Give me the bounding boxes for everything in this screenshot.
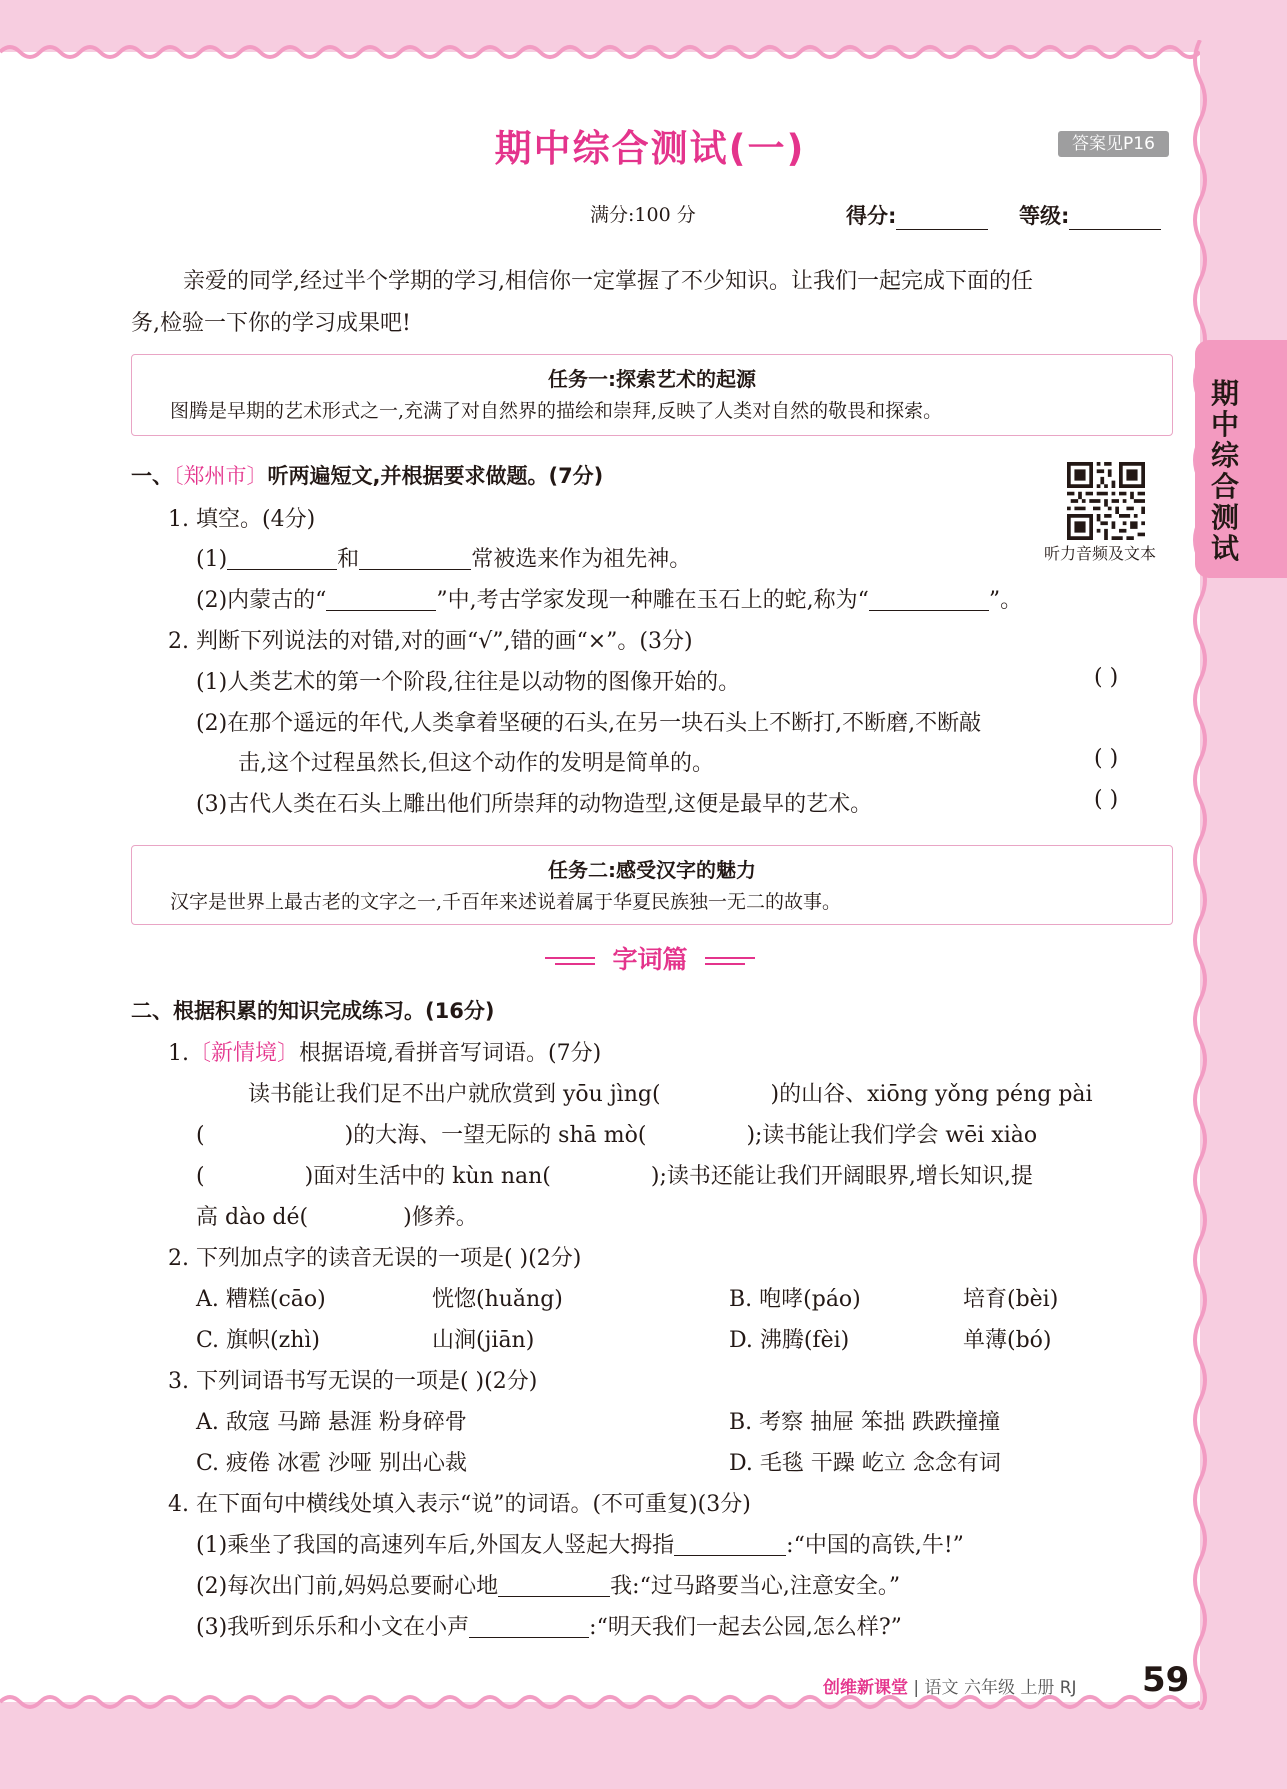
s2-q1-line1 (248, 1077, 1093, 1108)
task-box-2 (131, 845, 1173, 925)
s1-q1-2-mid: ”中,考古学家发现一种雕在玉石上的蛇,称为“ (436, 588, 869, 613)
q3-option-b: B. 考察 抽屉 笨拙 跌跌撞撞 (729, 1410, 1001, 1435)
vocab-section-divider (0, 940, 1287, 976)
wavy-border-right (1190, 40, 1210, 1710)
task1-text: 图腾是早期的艺术形式之一,充满了对自然界的描绘和崇拜,反映了人类对自然的敬畏和探索。 (170, 400, 943, 422)
grade-field (1019, 200, 1161, 230)
intro-line-2: 务,检验一下你的学习成果吧! (131, 311, 411, 336)
option-c-1: C. 旗帜(zhì) (196, 1328, 320, 1353)
s1-q1-1-prefix: (1) (196, 547, 228, 572)
footer-book-info: | 语文 六年级 上册 RJ (913, 1678, 1077, 1698)
s2-q1-l2-c: );读书能让我们学会 wēi xiào (746, 1123, 1038, 1148)
s2-q1-l1-a: 读书能让我们足不出户就欣赏到 yōu jìng( (248, 1082, 661, 1107)
option-d-2: 单薄(bó) (963, 1328, 1052, 1353)
s2-q1-number: 1. (168, 1041, 189, 1066)
s2-q3-title: 3. 下列词语书写无误的一项是( )(2分) (168, 1369, 538, 1394)
task1-title: 任务一:探索艺术的起源 (548, 367, 756, 391)
s2-q1-l2-b: )的大海、一望无际的 shā mò( (344, 1123, 647, 1148)
answer-blank[interactable] (359, 545, 471, 570)
score-field (846, 200, 988, 230)
s1-q2-item1: (1)人类艺术的第一个阶段,往往是以动物的图像开始的。 (196, 670, 741, 695)
section1-prefix: 一、 (131, 464, 173, 488)
s2-q4-item3 (196, 1610, 902, 1641)
footer-brand (823, 1673, 1077, 1698)
answer-blank[interactable] (469, 1613, 589, 1638)
answer-reference-badge: 答案见P16 (1058, 131, 1169, 157)
s2-q2-title: 2. 下列加点字的读音无误的一项是( )(2分) (168, 1246, 582, 1271)
s1-q2-title: 2. 判断下列说法的对错,对的画“√”,错的画“×”。(3分) (168, 629, 693, 654)
s2-q4-item2 (196, 1569, 900, 1600)
section2-heading: 二、根据积累的知识完成练习。(16分) (131, 999, 495, 1023)
answer-blank[interactable] (227, 545, 337, 570)
s2-q4-1-suffix: :“中国的高铁,牛!” (786, 1533, 964, 1558)
s1-q1-title: 1. 填空。(4分) (168, 507, 316, 532)
score-label: 得分: (846, 204, 897, 228)
score-blank[interactable] (896, 207, 988, 230)
option-b-1: B. 咆哮(páo) (729, 1287, 861, 1312)
answer-blank[interactable] (869, 586, 989, 611)
task2-title: 任务二:感受汉字的魅力 (548, 858, 756, 882)
s2-q1-title-text: 根据语境,看拼音写词语。(7分) (299, 1041, 602, 1066)
answer-blank[interactable] (326, 586, 436, 611)
section1-heading (131, 460, 603, 490)
q3-option-a: A. 敌寇 马蹄 悬涯 粉身碎骨 (196, 1410, 467, 1435)
divider-ornament-right (705, 954, 755, 968)
s2-q1-l1-b: )的山谷、xiōng yǒng péng pài (770, 1082, 1093, 1107)
option-b-2: 培育(bèi) (963, 1287, 1059, 1312)
page-number: 59 (1142, 1660, 1190, 1700)
s1-q1-1-and: 和 (337, 547, 360, 572)
s2-q4-title: 4. 在下面句中横线处填入表示“说”的词语。(不可重复)(3分) (168, 1492, 751, 1517)
footer-brand-name: 创维新课堂 (823, 1678, 908, 1698)
answer-paren[interactable]: ( ) (1094, 787, 1119, 812)
s1-q2-item2-line2: 击,这个过程虽然长,但这个动作的发明是简单的。 (238, 751, 714, 776)
s2-q4-2-prefix: (2)每次出门前,妈妈总要耐心地 (196, 1574, 499, 1599)
s2-q4-3-suffix: :“明天我们一起去公园,怎么样?” (589, 1615, 902, 1640)
grade-blank[interactable] (1069, 207, 1161, 230)
s2-q1-tag: 〔新情境〕 (189, 1041, 300, 1066)
s2-q4-3-prefix: (3)我听到乐乐和小文在小声 (196, 1615, 470, 1640)
section1-tag: 〔郑州市〕 (173, 464, 268, 488)
s2-q1-l2-a: ( (196, 1123, 205, 1148)
s1-q1-2-suffix: ”。 (988, 588, 1023, 613)
full-score: 满分:100 分 (590, 204, 696, 226)
grade-label: 等级: (1019, 204, 1070, 228)
s1-q1-item1 (196, 542, 691, 573)
side-tab-label: 期中综合测试 (1211, 377, 1240, 565)
answer-blank[interactable] (674, 1531, 786, 1556)
wavy-border-top (0, 42, 1200, 62)
s2-q1-line3 (196, 1159, 1033, 1190)
s2-q4-1-prefix: (1)乘坐了我国的高速列车后,外国友人竖起大拇指 (196, 1533, 675, 1558)
s1-q1-2-prefix: (2)内蒙古的“ (196, 588, 327, 613)
qr-code-icon[interactable] (1067, 462, 1145, 540)
answer-paren[interactable]: ( ) (1094, 665, 1119, 690)
answer-paren[interactable]: ( ) (1094, 746, 1119, 771)
side-tab (1195, 340, 1287, 578)
s2-q4-2-suffix: 我:“过马路要当心,注意安全。” (610, 1574, 901, 1599)
section1-title: 听两遍短文,并根据要求做题。(7分) (267, 464, 604, 488)
q3-option-d: D. 毛毯 干躁 屹立 念念有词 (729, 1451, 1001, 1476)
s2-q1-l3-c: );读书还能让我们开阔眼界,增长知识,提 (650, 1164, 1033, 1189)
option-a-2: 恍惚(huǎng) (432, 1287, 563, 1312)
option-a-1: A. 糟糕(cāo) (196, 1287, 326, 1312)
vocab-section-label: 字词篇 (612, 945, 688, 974)
s2-q1-l3-a: ( (196, 1164, 205, 1189)
intro-line-1: 亲爱的同学,经过半个学期的学习,相信你一定掌握了不少知识。让我们一起完成下面的任 (183, 269, 1033, 294)
s2-q1-l3-b: )面对生活中的 kùn nan( (304, 1164, 551, 1189)
s1-q1-item2 (196, 583, 1022, 614)
option-c-2: 山涧(jiān) (432, 1328, 535, 1353)
s1-q2-item3: (3)古代人类在石头上雕出他们所崇拜的动物造型,这便是最早的艺术。 (196, 792, 873, 817)
s2-q1-line2 (196, 1118, 1037, 1149)
task-box-1 (131, 354, 1173, 436)
answer-blank[interactable] (498, 1572, 610, 1597)
s2-q1-title (168, 1036, 601, 1067)
q3-option-c: C. 疲倦 冰雹 沙哑 别出心裁 (196, 1451, 468, 1476)
s1-q2-item2-line1: (2)在那个遥远的年代,人类拿着坚硬的石头,在另一块石头上不断打,不断磨,不断敲 (196, 711, 982, 736)
s2-q1-line4 (196, 1200, 478, 1231)
s1-q1-1-suffix: 常被选来作为祖先神。 (471, 547, 692, 572)
s2-q1-l4-b: )修养。 (403, 1205, 478, 1230)
s2-q4-item1 (196, 1528, 964, 1559)
option-d-1: D. 沸腾(fèi) (729, 1328, 850, 1353)
divider-ornament-left (545, 954, 595, 968)
page-title: 期中综合测试(一) (494, 127, 806, 170)
task2-text: 汉字是世界上最古老的文字之一,千百年来述说着属于华夏民族独一无二的故事。 (170, 891, 842, 913)
s2-q1-l4-a: 高 dào dé( (196, 1205, 309, 1230)
qr-label: 听力音频及文本 (1044, 544, 1157, 563)
